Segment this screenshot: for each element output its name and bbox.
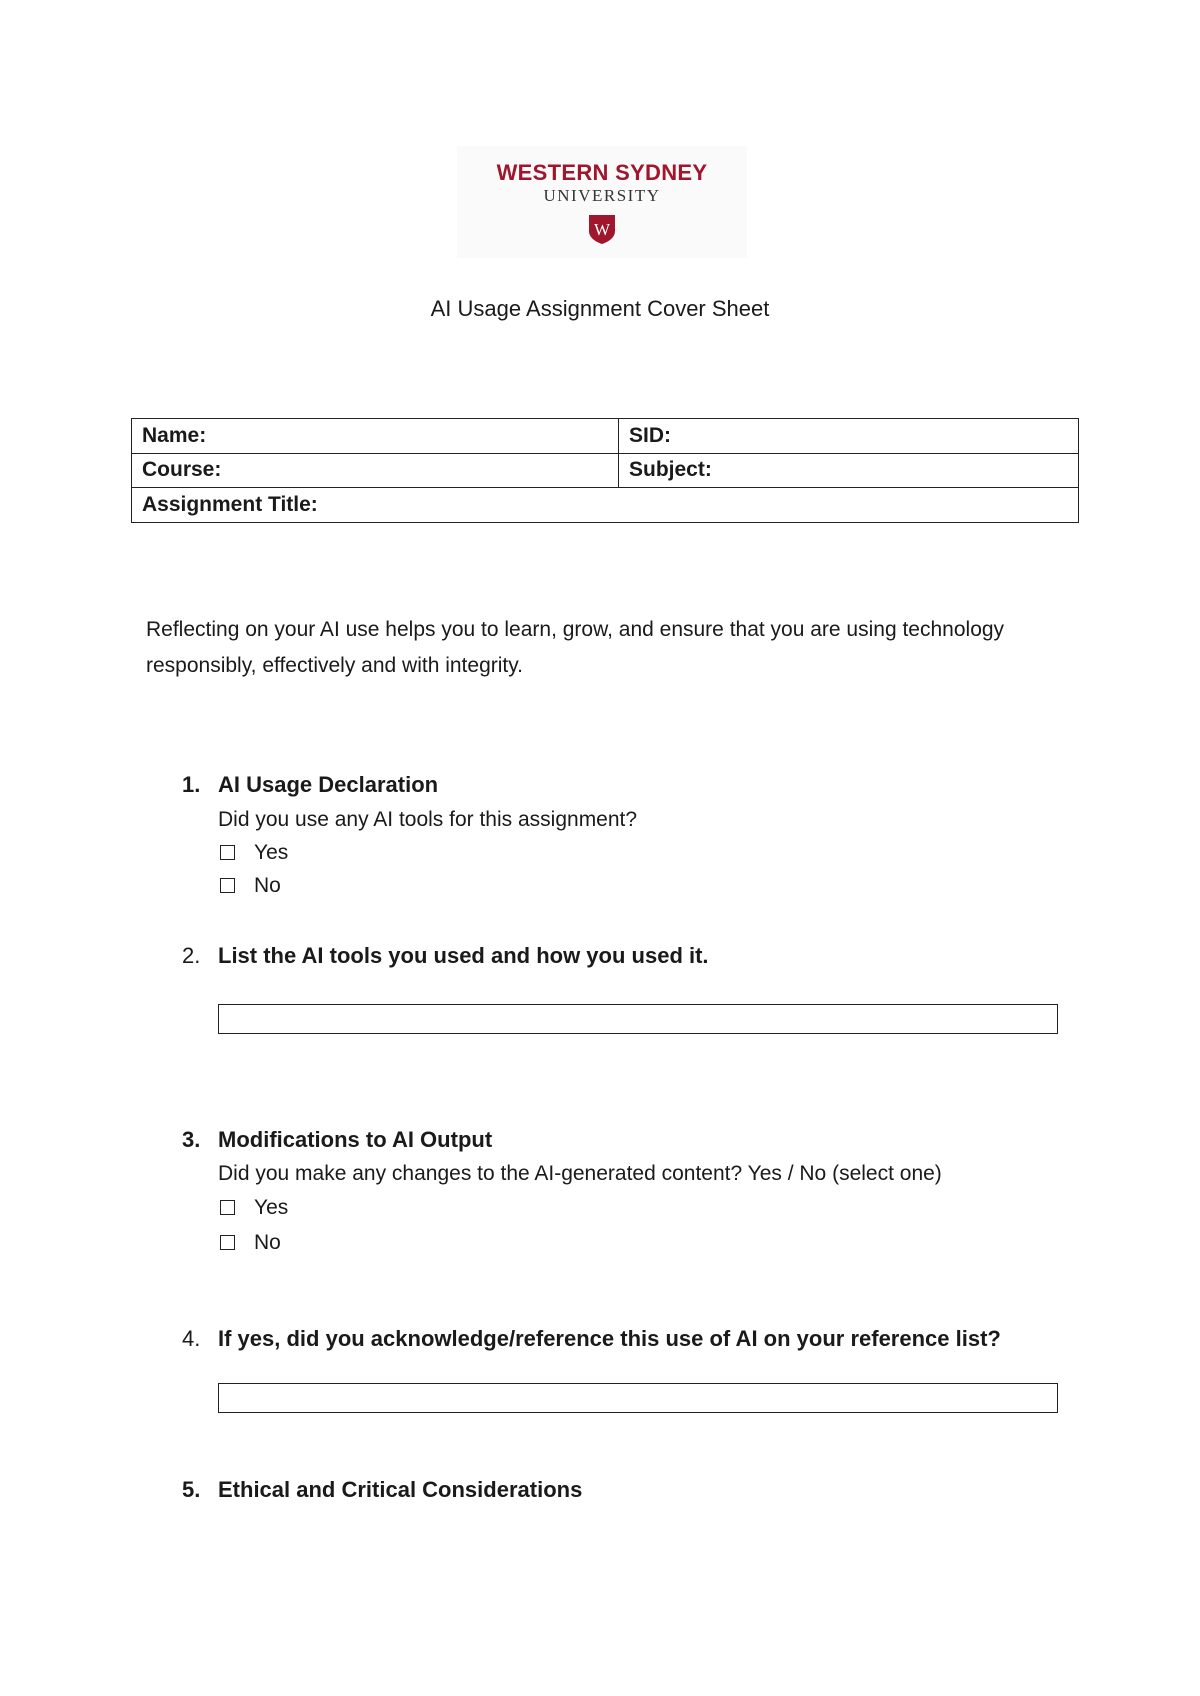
sid-field[interactable] xyxy=(619,419,1079,454)
question-title: Ethical and Critical Considerations xyxy=(218,1477,583,1502)
crest-letter: W xyxy=(593,220,611,239)
student-info-table xyxy=(131,418,1079,523)
checkbox[interactable] xyxy=(220,1235,235,1250)
assignment-title-label: Assignment Title: xyxy=(142,493,318,517)
course-field[interactable] xyxy=(132,453,619,488)
question-title: Modifications to AI Output xyxy=(218,1127,493,1152)
checkbox[interactable] xyxy=(220,845,235,860)
assignment-title-field[interactable] xyxy=(132,488,1079,523)
option-label: No xyxy=(254,1231,281,1254)
logo-wordmark: WESTERN SYDNEY xyxy=(496,160,708,185)
checkbox[interactable] xyxy=(220,878,235,893)
question-subtitle: Did you use any AI tools for this assignment? xyxy=(218,808,638,831)
logo-subtitle: UNIVERSITY xyxy=(543,186,661,205)
course-label: Course: xyxy=(142,458,222,482)
sid-label: SID: xyxy=(629,423,671,447)
reference-answer-field[interactable] xyxy=(218,1383,1058,1413)
page-title: AI Usage Assignment Cover Sheet xyxy=(430,296,770,321)
intro-paragraph: Reflecting on your AI use helps you to learn, grow, and ensure that you are using technology responsibly, effectively and with integrity. xyxy=(146,618,1005,677)
name-field[interactable] xyxy=(132,419,619,454)
option-label: Yes xyxy=(254,1196,289,1219)
ai-tools-answer-field[interactable] xyxy=(218,1004,1058,1034)
question-number: 4. xyxy=(182,1326,201,1351)
university-logo xyxy=(457,146,747,258)
question-number: 3. xyxy=(182,1127,201,1152)
subject-label: Subject: xyxy=(629,458,712,482)
question-title: List the AI tools you used and how you used it. xyxy=(218,943,709,968)
crest-icon xyxy=(587,213,617,245)
question-number: 1. xyxy=(182,772,201,797)
question-title: AI Usage Declaration xyxy=(218,772,439,797)
question-number: 2. xyxy=(182,943,201,968)
option-label: Yes xyxy=(254,841,289,864)
name-label: Name: xyxy=(142,423,207,447)
checkbox[interactable] xyxy=(220,1200,235,1215)
question-subtitle: Did you make any changes to the AI-generated content? Yes / No (select one) xyxy=(218,1162,942,1185)
question-title: If yes, did you acknowledge/reference this use of AI on your reference list? xyxy=(218,1326,1001,1351)
question-number: 5. xyxy=(182,1477,201,1502)
subject-field[interactable] xyxy=(619,453,1079,488)
option-label: No xyxy=(254,874,281,897)
